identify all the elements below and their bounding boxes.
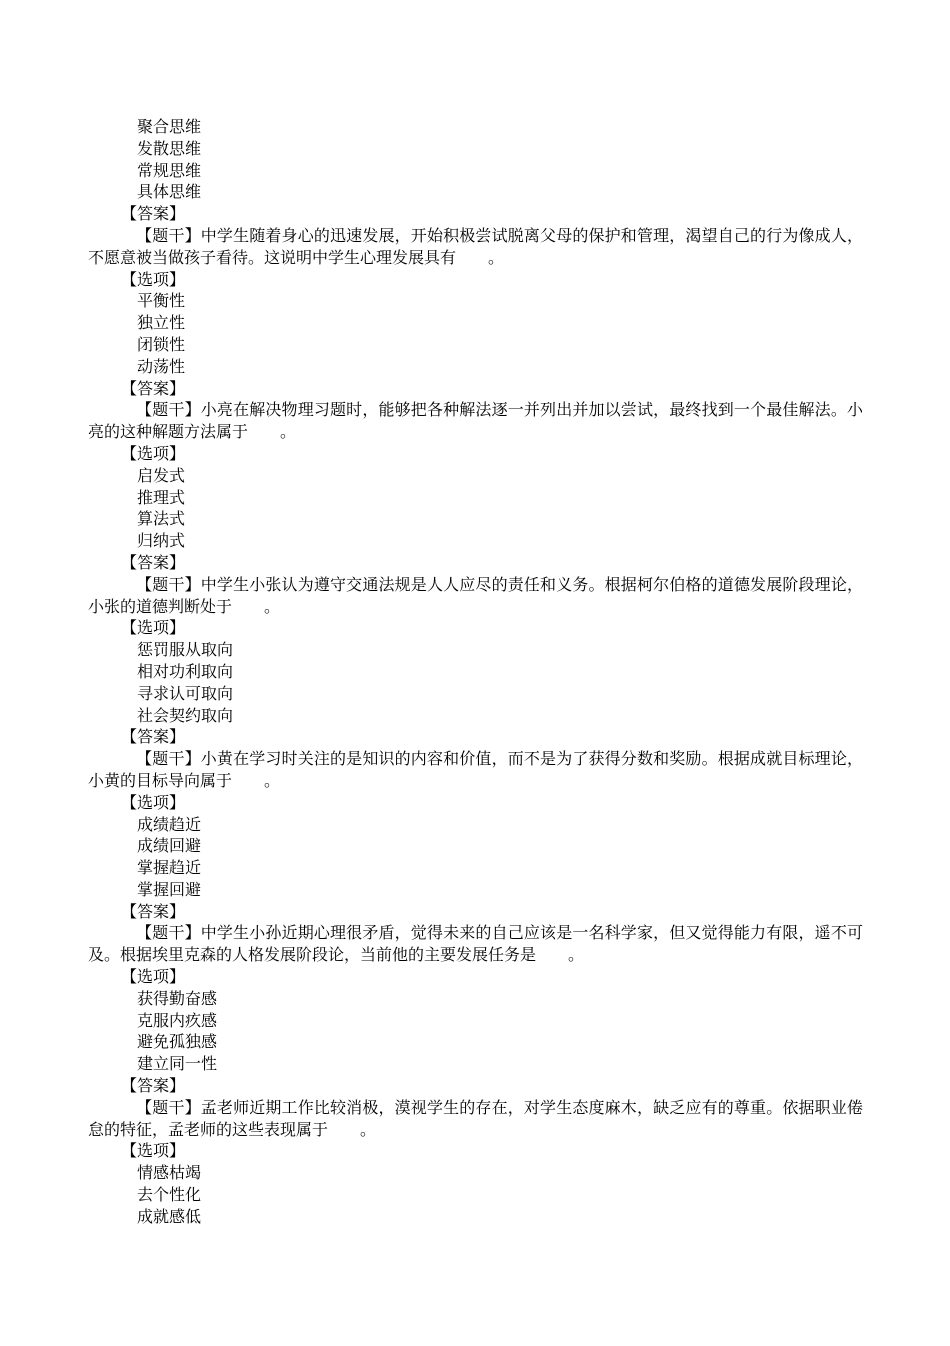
option-item: 具体思维 [137, 182, 202, 202]
question-stem [0, 399, 863, 443]
options-label: 【选项】 [121, 1141, 186, 1161]
option-item: 建立同一性 [137, 1054, 218, 1074]
question-stem [0, 748, 863, 792]
option-item: 归纳式 [137, 531, 186, 551]
option-item: 启发式 [137, 465, 186, 485]
stem-label: 【题干】 [136, 574, 201, 594]
question-stem [0, 1097, 863, 1141]
stem-label: 【题干】 [136, 923, 201, 943]
option-item: 相对功利取向 [137, 661, 234, 681]
option-item: 避免孤独感 [137, 1032, 218, 1052]
option-item: 独立性 [137, 313, 186, 333]
options-label: 【选项】 [121, 269, 186, 289]
option-item: 平衡性 [137, 291, 186, 311]
answer-label: 【答案】 [121, 901, 186, 921]
document-page [0, 116, 950, 1228]
option-item: 发散思维 [137, 138, 202, 158]
answer-label: 【答案】 [121, 552, 186, 572]
stem-text: 小黄在学习时关注的是知识的内容和价值，而不是为了获得分数和奖励。根据成就目标理论，小黄的目标导向属于 。 [88, 749, 863, 790]
answer-label: 【答案】 [121, 378, 186, 398]
stem-label: 【题干】 [136, 225, 201, 245]
answer-label: 【答案】 [121, 1076, 186, 1096]
options-label: 【选项】 [121, 967, 186, 987]
stem-text: 孟老师近期工作比较消极，漠视学生的存在，对学生态度麻木，缺乏应有的尊重。依据职业倦怠的特征，孟老师的这些表现属于 。 [88, 1097, 863, 1139]
answer-label: 【答案】 [121, 204, 186, 224]
stem-text: 中学生小孙近期心理很矛盾，觉得未来的自己应该是一名科学家，但又觉得能力有限，遥不可及。根据埃里克森的人格发展阶段论，当前他的主要发展任务是 。 [88, 923, 863, 965]
stem-label: 【题干】 [136, 400, 201, 420]
question-stem [0, 574, 863, 618]
option-item: 推理式 [137, 487, 186, 507]
option-item: 成绩回避 [137, 836, 202, 856]
options-label: 【选项】 [121, 618, 186, 638]
option-item: 寻求认可取向 [137, 683, 234, 703]
option-item: 去个性化 [137, 1185, 202, 1205]
options-label: 【选项】 [121, 443, 186, 463]
option-item: 成绩趋近 [137, 814, 202, 834]
option-item: 聚合思维 [137, 117, 202, 136]
option-item: 闭锁性 [137, 334, 186, 354]
option-item: 获得勤奋感 [137, 988, 218, 1008]
option-item: 动荡性 [137, 356, 186, 376]
stem-label: 【题干】 [136, 749, 201, 769]
option-item: 情感枯竭 [137, 1163, 202, 1183]
option-item: 掌握回避 [137, 879, 202, 899]
answer-label: 【答案】 [121, 727, 186, 747]
option-item: 掌握趋近 [137, 858, 202, 878]
question-stem [0, 225, 863, 269]
stem-label: 【题干】 [136, 1097, 201, 1117]
option-item: 社会契约取向 [137, 705, 234, 725]
option-item: 惩罚服从取向 [137, 640, 234, 660]
stem-text: 中学生小张认为遵守交通法规是人人应尽的责任和义务。根据柯尔伯格的道德发展阶段理论，小张的道德判断处于 。 [88, 574, 863, 616]
option-item: 克服内疚感 [137, 1010, 218, 1030]
stem-text: 中学生随着身心的迅速发展，开始积极尝试脱离父母的保护和管理，渴望自己的行为像成人，不愿意被当做孩子看待。这说明中学生心理发展具有 。 [88, 225, 863, 267]
stem-text: 小亮在解决物理习题时，能够把各种解法逐一并列出并加以尝试，最终找到一个最佳解法。小亮的这种解题方法属于 。 [88, 400, 863, 442]
question-stem [0, 922, 863, 966]
option-item: 算法式 [137, 509, 186, 529]
option-item: 成就感低 [137, 1206, 202, 1226]
option-item: 常规思维 [137, 160, 202, 180]
options-label: 【选项】 [121, 792, 186, 812]
